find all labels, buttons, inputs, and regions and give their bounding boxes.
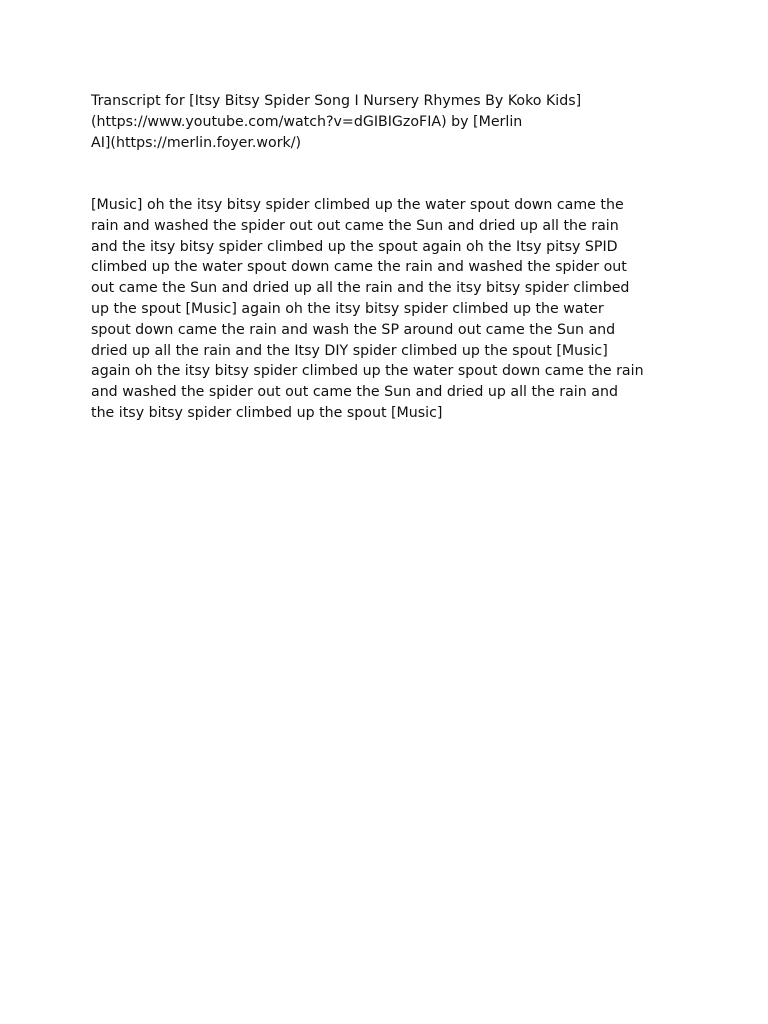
transcript-header: Transcript for [Itsy Bitsy Spider Song I Nursery Rhymes By Koko Kids] (https://www.youtube.com/watch?v=dGIBIGzoFIA) by [Merlin AI](https://merlin.foyer.work/) bbox=[91, 93, 582, 151]
transcript-text: [Music] oh the itsy bitsy spider climbed up the water spout down came the rain and washed the spider out out came the Sun and dried up all the rain and the itsy bitsy spider climbed up the spout again oh the Itsy pitsy SPID climbed up the water spout down came the rain and washed the spider out out came the Sun and dried up all the rain and the itsy bitsy spider climbed up the spout [Music] again oh the itsy bitsy spider climbed up the water spout down came the rain and wash the SP around out came the Sun and dried up all the rain and the Itsy DIY spider climbed up the spout [Music] again oh the itsy bitsy spider climbed up the water spout down came the rain and washed the spider out out came the Sun and dried up all the rain and the itsy bitsy spider climbed up the spout [Music] bbox=[91, 197, 644, 421]
